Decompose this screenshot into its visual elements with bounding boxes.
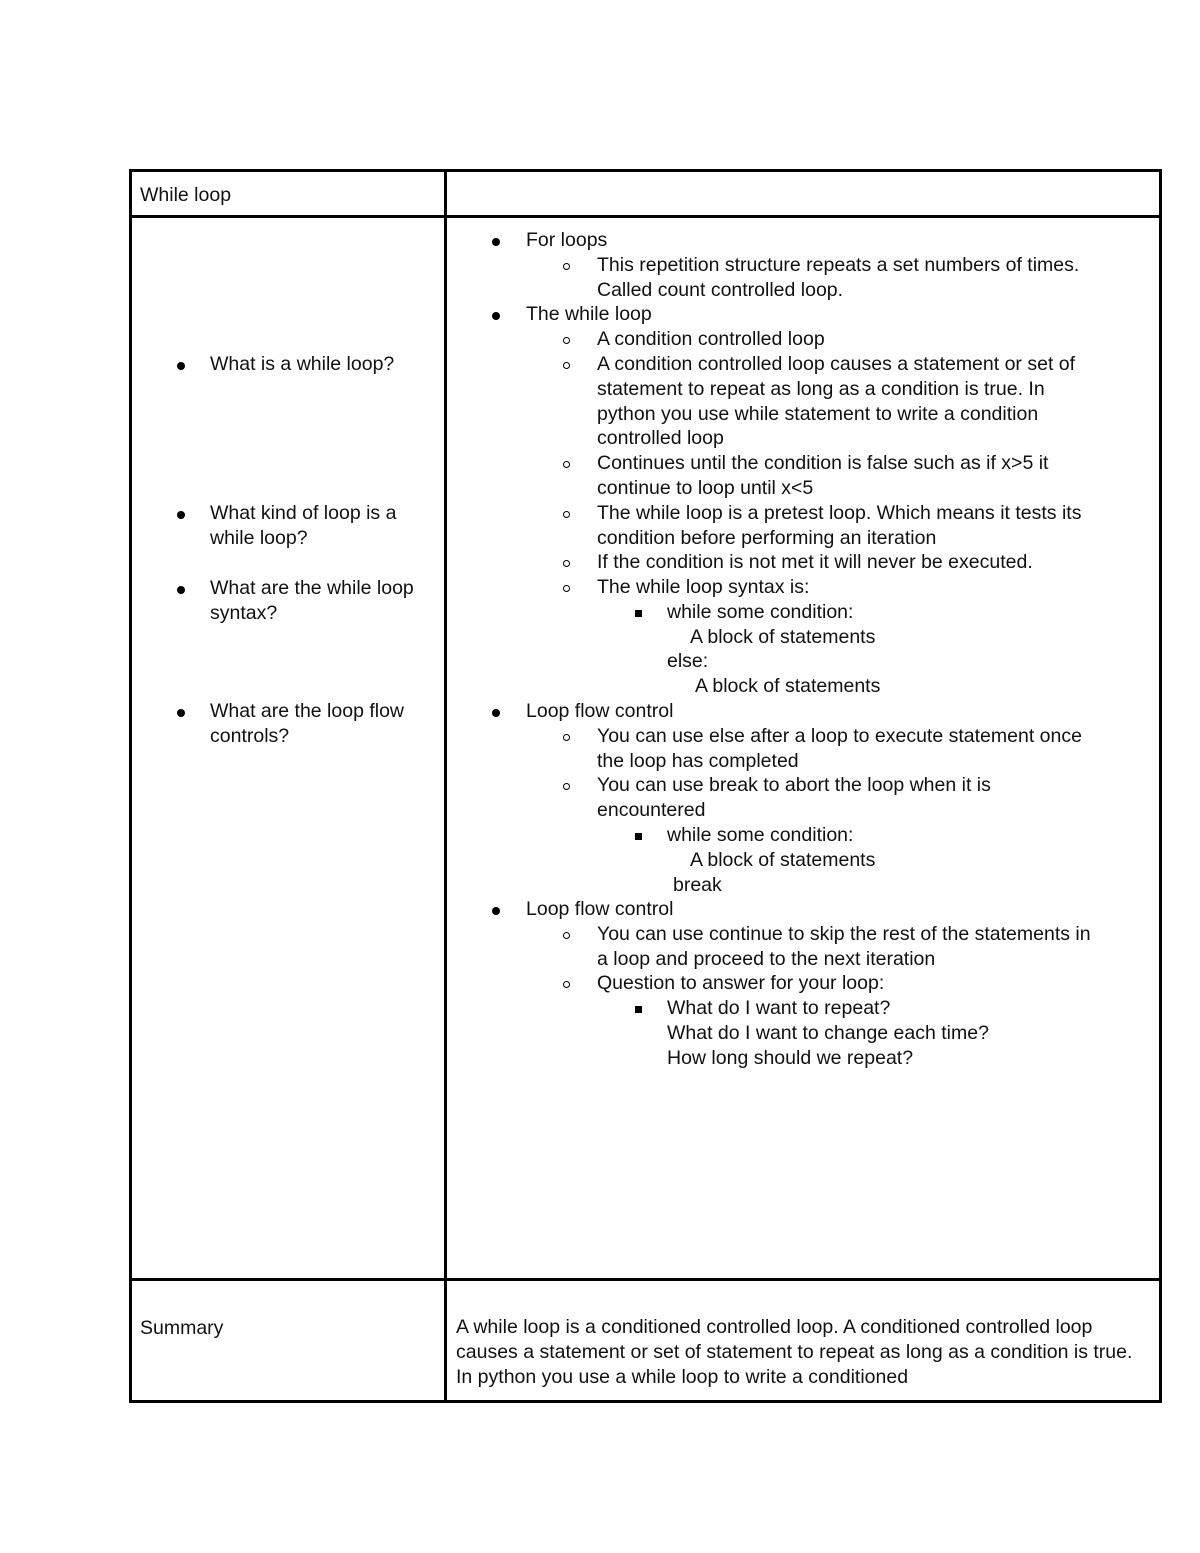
note-ring-bullet (563, 981, 570, 988)
note-loop-flow-1-syntax-line-1: while some condition: (667, 824, 854, 846)
note-while-item-3-line-1: Continues until the condition is false such as if x>5 it (597, 452, 1049, 474)
note-while-syntax-line-1: while some condition: (667, 601, 854, 623)
note-ring-bullet (563, 585, 570, 592)
note-loop-flow-2-question-2: What do I want to change each time? (667, 1022, 989, 1044)
note-while-item-4-line-2: condition before performing an iteration (597, 527, 937, 549)
note-for-loops-title: For loops (526, 229, 608, 251)
note-while-item-2-line-4: controlled loop (597, 427, 724, 449)
summary-label: Summary (140, 1317, 224, 1339)
note-bullet-for-loops (492, 238, 500, 246)
note-bullet-loop-flow-1 (492, 709, 500, 717)
note-while-item-4-line-1: The while loop is a pretest loop. Which means it tests its (597, 502, 1082, 524)
note-ring-bullet (563, 461, 570, 468)
question-1-line-1: What is a while loop? (210, 353, 395, 375)
table-border-right (1159, 169, 1162, 1403)
question-4-line-1: What are the loop flow (210, 700, 405, 722)
note-loop-flow-1-syntax-line-3: break (673, 874, 722, 896)
question-2-line-2: while loop? (210, 527, 308, 549)
note-for-loops-item-1-line-1: This repetition structure repeats a set numbers of times. (597, 254, 1080, 276)
note-while-item-5: If the condition is not met it will never be executed. (597, 551, 1033, 573)
note-ring-bullet (563, 263, 570, 270)
note-ring-bullet (563, 783, 570, 790)
note-loop-flow-2-question-3: How long should we repeat? (667, 1047, 914, 1069)
note-loop-flow-1-syntax-line-2: A block of statements (690, 849, 876, 871)
note-while-item-1: A condition controlled loop (597, 328, 825, 350)
table-border-bottom (129, 1400, 1162, 1403)
question-bullet-2 (177, 511, 185, 519)
note-while-syntax-line-4: A block of statements (695, 675, 881, 697)
note-loop-flow-2-question-1: What do I want to repeat? (667, 997, 891, 1019)
note-while-syntax-line-2: A block of statements (690, 626, 876, 648)
note-loop-flow-1-item-2-line-1: You can use break to abort the loop when it is (597, 774, 991, 796)
question-bullet-3 (177, 586, 185, 594)
note-while-item-2-line-1: A condition controlled loop causes a statement or set of (597, 353, 1076, 375)
note-loop-flow-1-item-2-line-2: encountered (597, 799, 706, 821)
note-square-bullet (635, 1006, 642, 1013)
table-border-summary (129, 1278, 1162, 1281)
note-while-item-2-line-3: python you use while statement to write a condition (597, 403, 1039, 425)
note-ring-bullet (563, 362, 570, 369)
note-loop-flow-2-item-2: Question to answer for your loop: (597, 972, 885, 994)
note-while-loop-title: The while loop (526, 303, 652, 325)
note-ring-bullet (563, 511, 570, 518)
question-3-line-1: What are the while loop (210, 577, 414, 599)
note-while-syntax-line-3: else: (667, 650, 709, 672)
table-border-middle (444, 169, 447, 1403)
summary-text: A while loop is a conditioned controlled loop. A conditioned controlled loop causes a statement or set of statement to repeat as long as a condition is true. In python you use a while loop to write a conditioned (456, 1316, 1133, 1389)
question-2-line-1: What kind of loop is a (210, 502, 397, 524)
note-ring-bullet (563, 932, 570, 939)
table-border-header (129, 215, 1162, 218)
note-bullet-while-loop (492, 312, 500, 320)
note-square-bullet (635, 833, 642, 840)
note-loop-flow-2-item-1-line-2: a loop and proceed to the next iteration (597, 948, 936, 970)
note-for-loops-item-1-line-2: Called count controlled loop. (597, 279, 844, 301)
question-bullet-1 (177, 362, 185, 370)
note-ring-bullet (563, 560, 570, 567)
notes-table (129, 169, 1162, 1403)
note-loop-flow-1-item-1-line-1: You can use else after a loop to execute statement once (597, 725, 1082, 747)
question-3-line-2: syntax? (210, 602, 278, 624)
table-border-top (129, 169, 1162, 172)
note-loop-flow-2-item-1-line-1: You can use continue to skip the rest of the statements in (597, 923, 1091, 945)
question-4-line-2: controls? (210, 725, 290, 747)
note-loop-flow-1-title: Loop flow control (526, 700, 674, 722)
note-loop-flow-2-title: Loop flow control (526, 898, 674, 920)
note-ring-bullet (563, 337, 570, 344)
note-ring-bullet (563, 734, 570, 741)
table-border-left (129, 169, 132, 1403)
note-while-item-2-line-2: statement to repeat as long as a condition is true. In (597, 378, 1045, 400)
note-while-item-3-line-2: continue to loop until x<5 (597, 477, 814, 499)
note-square-bullet (635, 610, 642, 617)
question-bullet-4 (177, 709, 185, 717)
note-while-item-6: The while loop syntax is: (597, 576, 810, 598)
note-bullet-loop-flow-2 (492, 907, 500, 915)
header-title: While loop (140, 184, 232, 206)
note-loop-flow-1-item-1-line-2: the loop has completed (597, 750, 799, 772)
